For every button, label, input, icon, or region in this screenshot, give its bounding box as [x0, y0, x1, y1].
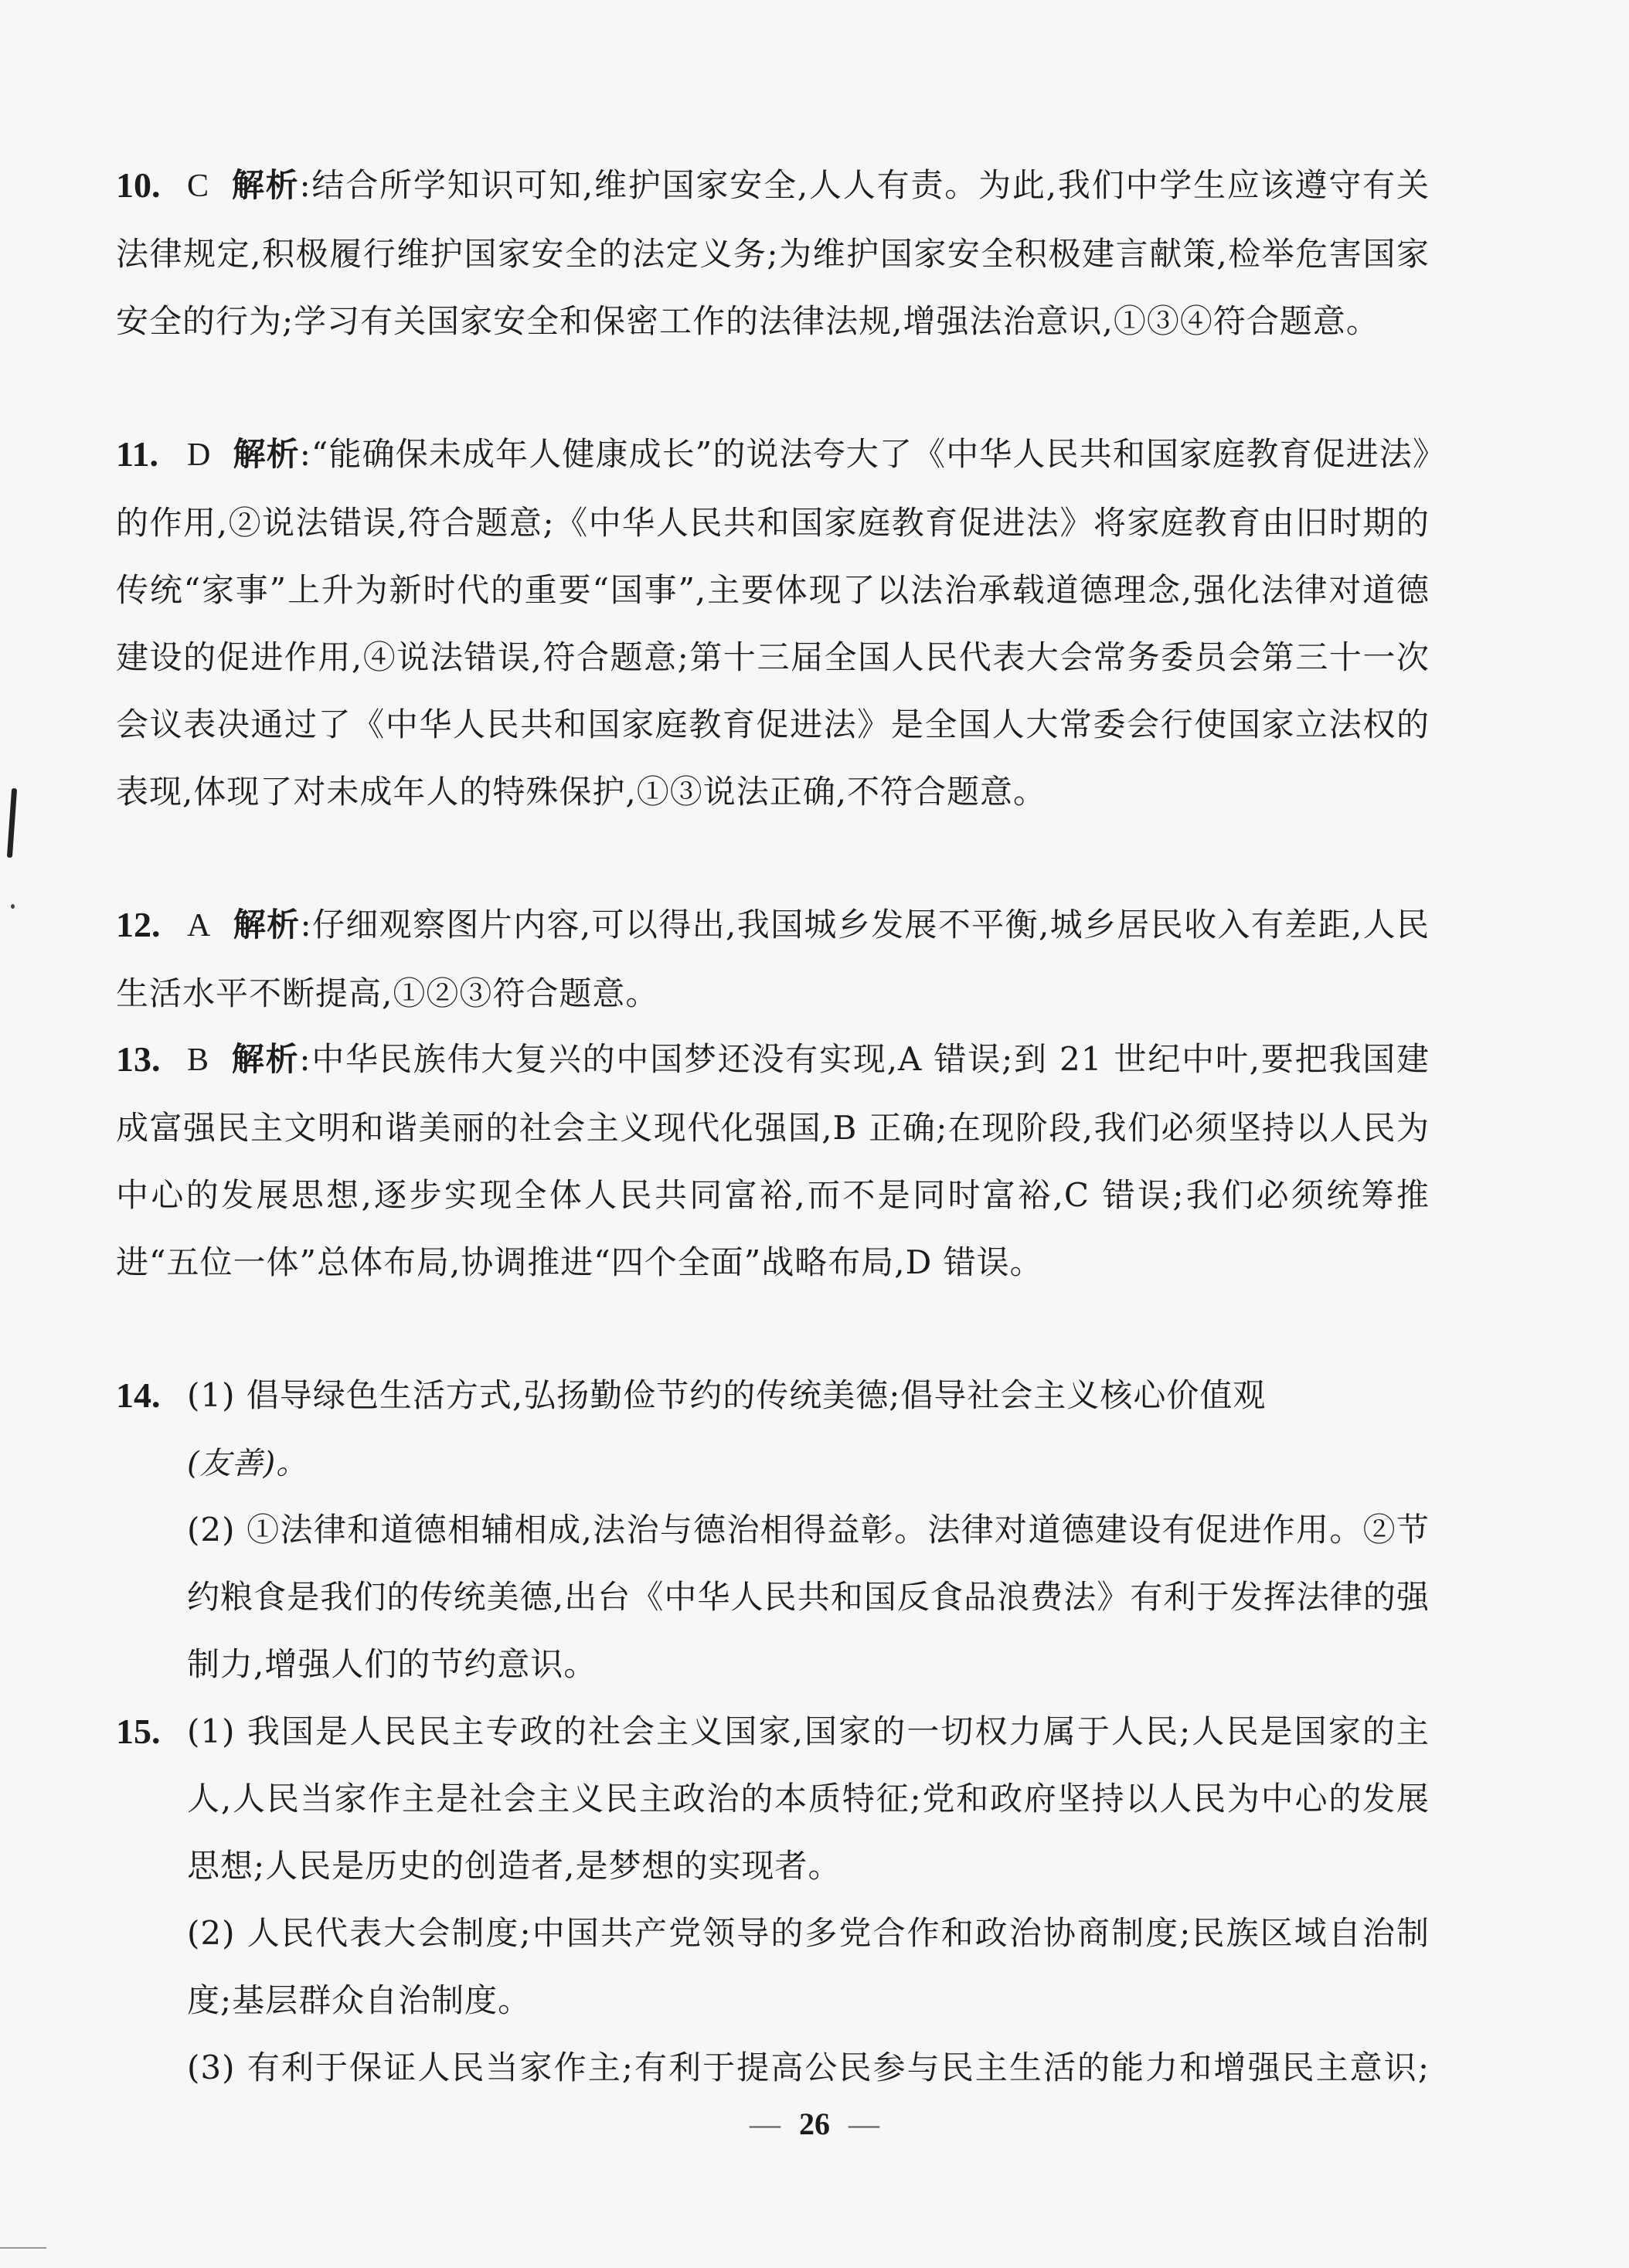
question-number: 10.: [116, 165, 161, 205]
part-text: (1) 我国是人民民主专政的社会主义国家,国家的一切权力属于人民;人民是国家的主人,人民当家作主是社会主义民主政治的本质特征;党和政府坚持以人民为中心的发展思想;人民是历史的创造者,是梦想的实现者。: [187, 1712, 1430, 1885]
answer-item-12: [116, 891, 1430, 1027]
answer-choice: D: [187, 437, 212, 473]
explanation-text: :中华民族伟大复兴的中国梦还没有实现,A 错误;到 21 世纪中叶,要把我国建成富强民主文明和谐美丽的社会主义现代化强国,B 正确;在现阶段,我们必须坚持以人民为中心的发展思想,逐步实现全体人民共同富裕,而不是同时富裕,C 错误;我们必须统筹推进“五位一体”总体布局,协调推进“四个全面”战略布局,D 错误。: [116, 1040, 1430, 1281]
answer-15-part-3: [187, 2034, 1430, 2101]
explanation-text: :结合所学知识可知,维护国家安全,人人有责。为此,我们中学生应该遵守有关法律规定,积极履行维护国家安全的法定义务;为维护国家安全积极建言献策,检举危害国家安全的行为;学习有关国家安全和保密工作的法律法规,增强法治意识,①③④符合题意。: [116, 166, 1430, 340]
question-number: 11.: [116, 434, 158, 474]
part-text: (2) ①法律和道德相辅相成,法治与德治相得益彰。法律对道德建设有促进作用。②节约粮食是我们的传统美德,出台《中华人民共和国反食品浪费法》有利于发挥法律的强制力,增强人们的节约意识。: [187, 1511, 1430, 1683]
answer-14-part-2: [187, 1496, 1430, 1698]
explanation-label: 解析: [233, 906, 301, 944]
footer-dash-right: —: [849, 2106, 879, 2141]
explanation-label: 解析: [233, 435, 300, 473]
answer-choice: C: [187, 168, 210, 204]
explanation-label: 解析: [231, 166, 300, 204]
question-number: 15.: [116, 1712, 161, 1751]
answer-15-part-1: [187, 1698, 1430, 1899]
explanation-text: :“能确保未成年人健康成长”的说法夸大了《中华人民共和国家庭教育促进法》的作用,②说法错误,符合题意;《中华人民共和国家庭教育促进法》将家庭教育由旧时期的传统“家事”上升为新时代的重要“国事”,主要体现了以法治承载道德理念,强化法律对道德建设的促进作用,④说法错误,符合题意;第十三届全国人民代表大会常务委员会第三十一次会议表决通过了《中华人民共和国家庭教育促进法》是全国人大常委会行使国家立法权的表现,体现了对未成年人的特殊保护,①③说法正确,不符合题意。: [116, 435, 1430, 811]
answer-item-10: [116, 151, 1430, 355]
scan-artifact-dot: [11, 904, 15, 909]
question-number: 14.: [116, 1375, 161, 1415]
answer-explanation: [116, 891, 1430, 1027]
explanation-label: 解析: [231, 1040, 300, 1078]
answer-item-11: [116, 420, 1430, 825]
answer-explanation: [116, 1025, 1430, 1296]
answer-14-part-1: [187, 1362, 1430, 1498]
answer-item-13: [116, 1025, 1430, 1296]
question-number: 13.: [116, 1039, 161, 1079]
answer-15-part-2: [187, 1899, 1430, 2034]
scan-artifact-mark: [7, 788, 17, 858]
page-footer: [0, 2106, 1629, 2142]
question-number: 12.: [116, 905, 161, 944]
scan-artifact-line: [0, 2247, 46, 2249]
answer-explanation: [116, 420, 1430, 825]
answer-explanation: [116, 151, 1430, 355]
footer-dash-left: —: [750, 2106, 780, 2141]
answer-choice: B: [187, 1042, 210, 1078]
part-text: (3) 有利于保证人民当家作主;有利于提高公民参与民主生活的能力和增强民主意识;: [187, 2049, 1430, 2086]
answer-choice: A: [187, 908, 212, 944]
explanation-text: :仔细观察图片内容,可以得出,我国城乡发展不平衡,城乡居民收入有差距,人民生活水平不断提高,①②③符合题意。: [116, 906, 1430, 1012]
part-text: (1) 倡导绿色生活方式,弘扬勤俭节约的传统美德;倡导社会主义核心价值观: [187, 1376, 1267, 1414]
part-text: (2) 人民代表大会制度;中国共产党领导的多党合作和政治协商制度;民族区域自治制度;基层群众自治制度。: [187, 1914, 1430, 2019]
page-number: 26: [799, 2106, 830, 2141]
handwritten-note: (友善)。: [187, 1446, 308, 1481]
